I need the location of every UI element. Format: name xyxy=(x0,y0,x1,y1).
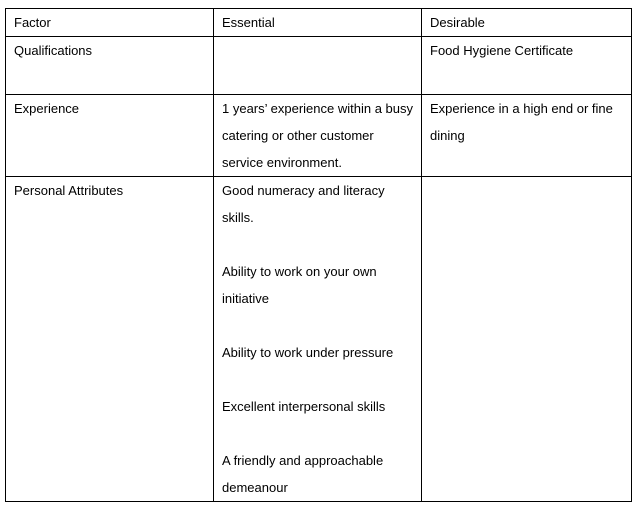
header-desirable: Desirable xyxy=(422,9,632,37)
attribute-item: A friendly and approachable demeanour xyxy=(222,453,384,495)
factor-cell: Personal Attributes xyxy=(6,177,214,502)
person-specification-table xyxy=(5,8,632,502)
table-row-experience xyxy=(6,95,632,177)
header-factor: Factor xyxy=(6,9,214,37)
header-essential: Essential xyxy=(214,9,422,37)
desirable-cell: Food Hygiene Certificate xyxy=(422,37,632,95)
essential-cell xyxy=(214,37,422,95)
factor-cell: Experience xyxy=(6,95,214,177)
table-header-row xyxy=(6,9,632,37)
essential-cell xyxy=(214,177,422,502)
attribute-item: Ability to work on your own initiative xyxy=(222,264,377,306)
table-row-personal-attributes xyxy=(6,177,632,502)
attributes-list xyxy=(222,177,417,501)
attribute-item: Ability to work under pressure xyxy=(222,345,394,360)
table-row-qualifications xyxy=(6,37,632,95)
attribute-item: Excellent interpersonal skills xyxy=(222,399,386,414)
attribute-item: Good numeracy and literacy skills. xyxy=(222,183,385,225)
factor-cell: Qualifications xyxy=(6,37,214,95)
desirable-cell xyxy=(422,177,632,502)
desirable-cell: Experience in a high end or fine dining xyxy=(422,95,632,177)
essential-cell: 1 years’ experience within a busy catering or other customer service environment. xyxy=(214,95,422,177)
